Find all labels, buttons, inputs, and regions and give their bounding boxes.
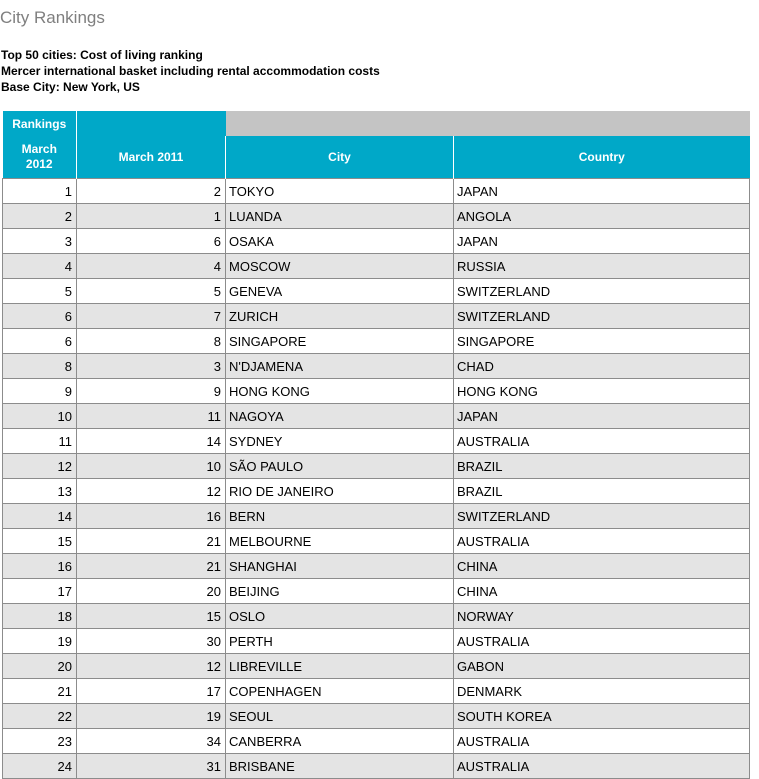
cell-country: JAPAN [454,229,750,254]
table-body [3,179,750,779]
table-row [3,454,750,479]
cell-rank-2011: 2 [77,179,226,204]
table-row [3,704,750,729]
cell-rank-2012: 6 [3,329,77,354]
cell-rank-2011: 6 [77,229,226,254]
cell-rank-2011: 12 [77,479,226,504]
cell-rank-2012: 17 [3,579,77,604]
table-row [3,429,750,454]
table-row [3,254,750,279]
table-row [3,579,750,604]
cell-country: AUSTRALIA [454,754,750,779]
cell-rank-2011: 10 [77,454,226,479]
cell-city: BEIJING [226,579,454,604]
cell-rank-2012: 13 [3,479,77,504]
cell-country: SOUTH KOREA [454,704,750,729]
column-header-row [3,136,750,179]
cell-country: AUSTRALIA [454,729,750,754]
column-header-march-2012 [3,136,77,179]
cell-rank-2011: 21 [77,529,226,554]
table-row [3,504,750,529]
cell-rank-2011: 7 [77,304,226,329]
cell-rank-2011: 14 [77,429,226,454]
cell-city: NAGOYA [226,404,454,429]
group-header-blank [226,111,750,136]
table-row [3,204,750,229]
cell-rank-2012: 19 [3,629,77,654]
column-header-country: Country [454,136,750,179]
cell-rank-2012: 22 [3,704,77,729]
cell-city: OSLO [226,604,454,629]
table-row [3,279,750,304]
cell-city: COPENHAGEN [226,679,454,704]
cell-rank-2011: 15 [77,604,226,629]
cell-rank-2012: 15 [3,529,77,554]
cell-rank-2012: 4 [3,254,77,279]
table-row [3,754,750,779]
table-row [3,529,750,554]
table-row [3,479,750,504]
cell-city: LIBREVILLE [226,654,454,679]
table-row [3,654,750,679]
cell-country: SINGAPORE [454,329,750,354]
subtitle-block [1,47,380,95]
cell-city: TOKYO [226,179,454,204]
cell-rank-2012: 16 [3,554,77,579]
cell-city: PERTH [226,629,454,654]
table-row [3,354,750,379]
cell-rank-2012: 20 [3,654,77,679]
cell-rank-2012: 10 [3,404,77,429]
cell-country: SWITZERLAND [454,304,750,329]
cell-rank-2011: 31 [77,754,226,779]
cell-rank-2011: 21 [77,554,226,579]
cell-rank-2012: 23 [3,729,77,754]
cell-country: SWITZERLAND [454,279,750,304]
cell-rank-2011: 5 [77,279,226,304]
cell-rank-2011: 17 [77,679,226,704]
cell-country: NORWAY [454,604,750,629]
page-title: City Rankings [0,8,105,27]
cell-rank-2011: 34 [77,729,226,754]
cell-city: OSAKA [226,229,454,254]
cell-country: SWITZERLAND [454,504,750,529]
table-row [3,554,750,579]
cell-rank-2011: 8 [77,329,226,354]
cell-rank-2011: 12 [77,654,226,679]
cell-rank-2011: 3 [77,354,226,379]
cell-rank-2012: 24 [3,754,77,779]
cell-country: GABON [454,654,750,679]
table-row [3,229,750,254]
cell-city: SYDNEY [226,429,454,454]
cell-city: SÃO PAULO [226,454,454,479]
cell-rank-2012: 1 [3,179,77,204]
cell-rank-2011: 4 [77,254,226,279]
table-row [3,179,750,204]
cell-rank-2012: 5 [3,279,77,304]
cell-rank-2012: 9 [3,379,77,404]
cell-rank-2012: 21 [3,679,77,704]
cell-country: CHAD [454,354,750,379]
cell-rank-2012: 6 [3,304,77,329]
cell-country: JAPAN [454,404,750,429]
cell-rank-2011: 1 [77,204,226,229]
rankings-table [2,111,750,779]
cell-country: AUSTRALIA [454,529,750,554]
cell-country: RUSSIA [454,254,750,279]
cell-city: LUANDA [226,204,454,229]
table-row [3,304,750,329]
cell-rank-2011: 19 [77,704,226,729]
table-row [3,379,750,404]
cell-country: CHINA [454,579,750,604]
cell-country: HONG KONG [454,379,750,404]
table-row [3,729,750,754]
subtitle-line: Mercer international basket including rental accommodation costs [1,64,380,78]
cell-rank-2011: 30 [77,629,226,654]
cell-rank-2011: 16 [77,504,226,529]
cell-country: DENMARK [454,679,750,704]
cell-rank-2012: 14 [3,504,77,529]
cell-city: MOSCOW [226,254,454,279]
group-header-row [3,111,750,136]
cell-rank-2012: 3 [3,229,77,254]
cell-city: MELBOURNE [226,529,454,554]
table-row [3,329,750,354]
table-row [3,404,750,429]
cell-country: CHINA [454,554,750,579]
cell-rank-2012: 8 [3,354,77,379]
table-row [3,679,750,704]
cell-rank-2012: 12 [3,454,77,479]
cell-rank-2012: 2 [3,204,77,229]
cell-country: JAPAN [454,179,750,204]
rankings-group-header: Rankings [3,111,77,136]
cell-rank-2011: 11 [77,404,226,429]
cell-city: SEOUL [226,704,454,729]
cell-city: N'DJAMENA [226,354,454,379]
cell-city: BERN [226,504,454,529]
cell-country: BRAZIL [454,454,750,479]
subtitle-line: Base City: New York, US [1,80,140,94]
cell-city: GENEVA [226,279,454,304]
column-header-city: City [226,136,454,179]
table-row [3,604,750,629]
cell-rank-2011: 20 [77,579,226,604]
column-header-march-2012-line2: 2012 [25,157,53,171]
cell-rank-2011: 9 [77,379,226,404]
column-header-march-2012-line1: March [21,142,57,156]
cell-city: HONG KONG [226,379,454,404]
column-header-march-2011: March 2011 [77,136,226,179]
cell-country: ANGOLA [454,204,750,229]
cell-city: BRISBANE [226,754,454,779]
cell-rank-2012: 18 [3,604,77,629]
rankings-group-fill [77,111,226,136]
cell-city: CANBERRA [226,729,454,754]
subtitle-line: Top 50 cities: Cost of living ranking [1,48,203,62]
cell-country: AUSTRALIA [454,429,750,454]
cell-city: SHANGHAI [226,554,454,579]
table-row [3,629,750,654]
cell-city: ZURICH [226,304,454,329]
cell-country: BRAZIL [454,479,750,504]
cell-city: RIO DE JANEIRO [226,479,454,504]
cell-country: AUSTRALIA [454,629,750,654]
cell-city: SINGAPORE [226,329,454,354]
cell-rank-2012: 11 [3,429,77,454]
